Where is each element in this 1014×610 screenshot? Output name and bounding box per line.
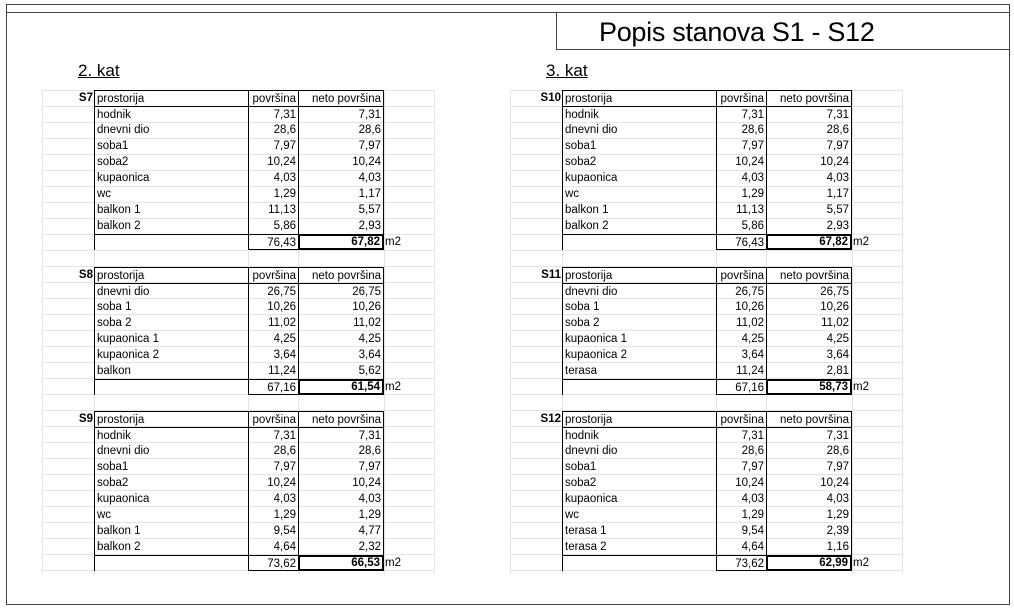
header-area: površina bbox=[248, 90, 298, 106]
room-name: soba1 bbox=[562, 459, 716, 475]
total-area: 67,16 bbox=[716, 379, 766, 395]
room-name: hodnik bbox=[94, 427, 248, 443]
room-area: 9,54 bbox=[248, 523, 298, 539]
table-row bbox=[42, 122, 434, 138]
room-name: terasa bbox=[562, 363, 716, 379]
room-area: 11,24 bbox=[248, 363, 298, 379]
table-header-row bbox=[510, 411, 902, 427]
room-name: kupaonica 1 bbox=[94, 331, 248, 347]
header-area: površina bbox=[248, 267, 298, 283]
room-name: hodnik bbox=[562, 427, 716, 443]
room-name: balkon 1 bbox=[94, 202, 248, 218]
room-area: 4,03 bbox=[248, 491, 298, 507]
total-spacer bbox=[94, 379, 248, 395]
table-row bbox=[510, 283, 902, 299]
room-net-area: 1,29 bbox=[766, 507, 852, 523]
table-row bbox=[510, 347, 902, 363]
header-room: prostorija bbox=[562, 411, 716, 427]
table-row bbox=[42, 283, 434, 299]
room-name: kupaonica bbox=[94, 170, 248, 186]
header-area: površina bbox=[716, 90, 766, 106]
room-area: 7,31 bbox=[248, 106, 298, 122]
room-area: 7,31 bbox=[716, 427, 766, 443]
room-name: kupaonica 2 bbox=[562, 347, 716, 363]
table-row bbox=[510, 186, 902, 202]
room-area: 4,64 bbox=[716, 539, 766, 555]
table-row bbox=[42, 202, 434, 218]
room-net-area: 5,57 bbox=[298, 202, 384, 218]
header-net: neto površina bbox=[298, 90, 384, 106]
page-title: Popis stanova S1 - S12 bbox=[599, 17, 875, 47]
header-room: prostorija bbox=[94, 267, 248, 283]
room-area: 7,97 bbox=[248, 138, 298, 154]
table-row bbox=[42, 459, 434, 475]
table-total-row bbox=[510, 379, 902, 395]
grid-line bbox=[902, 90, 903, 574]
table-total-row bbox=[42, 555, 434, 571]
room-name: hodnik bbox=[94, 106, 248, 122]
room-area: 10,24 bbox=[248, 475, 298, 491]
header-net: neto površina bbox=[298, 411, 384, 427]
room-area: 28,6 bbox=[248, 443, 298, 459]
room-area: 28,6 bbox=[716, 443, 766, 459]
room-area: 5,86 bbox=[716, 218, 766, 234]
total-net-area: 58,73 bbox=[766, 379, 852, 395]
room-net-area: 4,03 bbox=[298, 491, 384, 507]
table-row bbox=[510, 315, 902, 331]
table-row bbox=[510, 363, 902, 379]
table-row bbox=[42, 315, 434, 331]
table-row bbox=[510, 299, 902, 315]
table-row bbox=[42, 475, 434, 491]
room-net-area: 1,17 bbox=[298, 186, 384, 202]
room-name: soba2 bbox=[94, 475, 248, 491]
room-area: 28,6 bbox=[248, 122, 298, 138]
room-area: 11,24 bbox=[716, 363, 766, 379]
room-name: kupaonica bbox=[94, 491, 248, 507]
total-net-area: 67,82 bbox=[766, 234, 852, 250]
table-row bbox=[42, 170, 434, 186]
total-spacer bbox=[94, 234, 248, 250]
room-name: dnevni dio bbox=[562, 122, 716, 138]
room-area: 4,03 bbox=[716, 491, 766, 507]
room-net-area: 10,24 bbox=[298, 475, 384, 491]
table-header-row bbox=[42, 267, 434, 283]
total-spacer bbox=[562, 555, 716, 571]
room-net-area: 3,64 bbox=[766, 347, 852, 363]
total-area: 76,43 bbox=[248, 234, 298, 250]
floor-label-3: 3. kat bbox=[546, 61, 588, 80]
room-net-area: 28,6 bbox=[766, 443, 852, 459]
total-net-area: 67,82 bbox=[298, 234, 384, 250]
room-name: soba 2 bbox=[94, 315, 248, 331]
apartment-id: S12 bbox=[540, 413, 561, 425]
header-area: površina bbox=[716, 267, 766, 283]
room-net-area: 2,32 bbox=[298, 539, 384, 555]
room-net-area: 2,39 bbox=[766, 523, 852, 539]
room-net-area: 4,03 bbox=[766, 491, 852, 507]
room-name: terasa 2 bbox=[562, 539, 716, 555]
room-name: soba2 bbox=[562, 154, 716, 170]
room-area: 7,97 bbox=[248, 459, 298, 475]
table-row bbox=[42, 138, 434, 154]
area-unit: m2 bbox=[853, 557, 869, 569]
table-row bbox=[510, 459, 902, 475]
table-row bbox=[42, 507, 434, 523]
room-net-area: 7,97 bbox=[298, 138, 384, 154]
total-net-area: 61,54 bbox=[298, 379, 384, 395]
room-net-area: 7,31 bbox=[298, 106, 384, 122]
room-net-area: 28,6 bbox=[298, 122, 384, 138]
table-header-row bbox=[42, 90, 434, 106]
room-name: terasa 1 bbox=[562, 523, 716, 539]
header-room: prostorija bbox=[562, 90, 716, 106]
header-room: prostorija bbox=[94, 90, 248, 106]
room-name: dnevni dio bbox=[94, 122, 248, 138]
room-net-area: 7,97 bbox=[298, 459, 384, 475]
room-name: balkon 2 bbox=[562, 218, 716, 234]
table-row bbox=[42, 491, 434, 507]
room-name: balkon 1 bbox=[562, 202, 716, 218]
header-area: površina bbox=[248, 411, 298, 427]
room-name: soba1 bbox=[94, 138, 248, 154]
room-area: 3,64 bbox=[716, 347, 766, 363]
table-total-row bbox=[42, 234, 434, 250]
room-net-area: 11,02 bbox=[766, 315, 852, 331]
room-net-area: 2,81 bbox=[766, 363, 852, 379]
room-name: kupaonica bbox=[562, 491, 716, 507]
room-name: soba 2 bbox=[562, 315, 716, 331]
room-area: 11,02 bbox=[248, 315, 298, 331]
room-area: 1,29 bbox=[716, 186, 766, 202]
room-net-area: 3,64 bbox=[298, 347, 384, 363]
header-room: prostorija bbox=[562, 267, 716, 283]
room-name: soba1 bbox=[94, 459, 248, 475]
room-name: wc bbox=[94, 186, 248, 202]
room-name: balkon bbox=[94, 363, 248, 379]
room-name: wc bbox=[562, 507, 716, 523]
floor-label-2: 2. kat bbox=[78, 61, 120, 80]
table-row bbox=[42, 299, 434, 315]
table-row bbox=[510, 202, 902, 218]
header-area: površina bbox=[716, 411, 766, 427]
grid-line bbox=[42, 250, 434, 251]
room-area: 11,02 bbox=[716, 315, 766, 331]
room-net-area: 7,31 bbox=[298, 427, 384, 443]
room-area: 10,26 bbox=[716, 299, 766, 315]
room-area: 10,26 bbox=[248, 299, 298, 315]
room-area: 4,25 bbox=[716, 331, 766, 347]
table-row bbox=[510, 154, 902, 170]
room-area: 10,24 bbox=[248, 154, 298, 170]
table-row bbox=[510, 170, 902, 186]
room-name: soba2 bbox=[94, 154, 248, 170]
room-area: 26,75 bbox=[716, 283, 766, 299]
apartment-id: S10 bbox=[540, 92, 561, 104]
total-spacer bbox=[94, 555, 248, 571]
room-name: dnevni dio bbox=[94, 443, 248, 459]
room-name: soba 1 bbox=[94, 299, 248, 315]
table-row bbox=[42, 218, 434, 234]
table-row bbox=[510, 491, 902, 507]
table-row bbox=[42, 539, 434, 555]
room-area: 1,29 bbox=[716, 507, 766, 523]
total-spacer bbox=[562, 379, 716, 395]
room-net-area: 2,93 bbox=[766, 218, 852, 234]
table-row bbox=[42, 106, 434, 122]
header-room: prostorija bbox=[94, 411, 248, 427]
room-area: 7,97 bbox=[716, 138, 766, 154]
room-name: soba2 bbox=[562, 475, 716, 491]
table-row bbox=[510, 427, 902, 443]
table-row bbox=[510, 122, 902, 138]
room-net-area: 1,29 bbox=[298, 507, 384, 523]
room-net-area: 11,02 bbox=[298, 315, 384, 331]
room-area: 4,64 bbox=[248, 539, 298, 555]
room-net-area: 4,25 bbox=[298, 331, 384, 347]
room-name: wc bbox=[94, 507, 248, 523]
room-net-area: 10,26 bbox=[766, 299, 852, 315]
table-row bbox=[510, 218, 902, 234]
table-row bbox=[510, 331, 902, 347]
room-net-area: 10,26 bbox=[298, 299, 384, 315]
table-header-row bbox=[510, 267, 902, 283]
room-net-area: 7,97 bbox=[766, 459, 852, 475]
room-area: 7,31 bbox=[716, 106, 766, 122]
title-box bbox=[556, 12, 1010, 50]
room-area: 26,75 bbox=[248, 283, 298, 299]
room-name: soba 1 bbox=[562, 299, 716, 315]
table-row bbox=[42, 443, 434, 459]
room-name: kupaonica 1 bbox=[562, 331, 716, 347]
table-row bbox=[510, 106, 902, 122]
room-name: kupaonica 2 bbox=[94, 347, 248, 363]
area-unit: m2 bbox=[385, 236, 401, 248]
apartment-id: S8 bbox=[78, 269, 93, 281]
room-area: 5,86 bbox=[248, 218, 298, 234]
room-area: 9,54 bbox=[716, 523, 766, 539]
header-net: neto površina bbox=[766, 411, 852, 427]
room-area: 1,29 bbox=[248, 186, 298, 202]
room-net-area: 10,24 bbox=[298, 154, 384, 170]
area-unit: m2 bbox=[385, 557, 401, 569]
room-area: 4,25 bbox=[248, 331, 298, 347]
total-area: 67,16 bbox=[248, 379, 298, 395]
table-row bbox=[42, 186, 434, 202]
room-net-area: 4,03 bbox=[298, 170, 384, 186]
area-unit: m2 bbox=[385, 381, 401, 393]
header-net: neto površina bbox=[766, 267, 852, 283]
room-name: kupaonica bbox=[562, 170, 716, 186]
grid-line bbox=[434, 90, 435, 574]
room-name: dnevni dio bbox=[562, 443, 716, 459]
room-name: balkon 2 bbox=[94, 218, 248, 234]
room-area: 7,97 bbox=[716, 459, 766, 475]
room-net-area: 28,6 bbox=[298, 443, 384, 459]
room-name: balkon 2 bbox=[94, 539, 248, 555]
room-net-area: 26,75 bbox=[298, 283, 384, 299]
room-net-area: 4,77 bbox=[298, 523, 384, 539]
room-net-area: 5,62 bbox=[298, 363, 384, 379]
table-row bbox=[510, 475, 902, 491]
room-name: balkon 1 bbox=[94, 523, 248, 539]
total-area: 73,62 bbox=[716, 555, 766, 571]
table-total-row bbox=[42, 379, 434, 395]
apartment-id: S7 bbox=[78, 92, 93, 104]
room-area: 7,31 bbox=[248, 427, 298, 443]
table-row bbox=[42, 363, 434, 379]
room-area: 3,64 bbox=[248, 347, 298, 363]
room-net-area: 7,31 bbox=[766, 427, 852, 443]
total-net-area: 66,53 bbox=[298, 555, 384, 571]
area-unit: m2 bbox=[853, 381, 869, 393]
room-net-area: 2,93 bbox=[298, 218, 384, 234]
table-row bbox=[42, 331, 434, 347]
table-header-row bbox=[510, 90, 902, 106]
table-total-row bbox=[510, 234, 902, 250]
table-row bbox=[42, 523, 434, 539]
total-net-area: 62,99 bbox=[766, 555, 852, 571]
room-area: 4,03 bbox=[716, 170, 766, 186]
room-name: dnevni dio bbox=[562, 283, 716, 299]
room-name: soba1 bbox=[562, 138, 716, 154]
room-area: 1,29 bbox=[248, 507, 298, 523]
room-name: hodnik bbox=[562, 106, 716, 122]
header-net: neto površina bbox=[298, 267, 384, 283]
table-row bbox=[42, 347, 434, 363]
table-row bbox=[510, 507, 902, 523]
total-area: 76,43 bbox=[716, 234, 766, 250]
room-name: wc bbox=[562, 186, 716, 202]
table-row bbox=[510, 539, 902, 555]
room-net-area: 1,16 bbox=[766, 539, 852, 555]
room-area: 10,24 bbox=[716, 475, 766, 491]
room-area: 10,24 bbox=[716, 154, 766, 170]
table-total-row bbox=[510, 555, 902, 571]
room-net-area: 1,17 bbox=[766, 186, 852, 202]
room-area: 11,13 bbox=[248, 202, 298, 218]
table-header-row bbox=[42, 411, 434, 427]
room-net-area: 7,97 bbox=[766, 138, 852, 154]
room-area: 4,03 bbox=[248, 170, 298, 186]
table-row bbox=[510, 138, 902, 154]
room-net-area: 7,31 bbox=[766, 106, 852, 122]
table-row bbox=[42, 154, 434, 170]
apartment-id: S9 bbox=[78, 413, 93, 425]
total-spacer bbox=[562, 234, 716, 250]
table-row bbox=[510, 443, 902, 459]
header-net: neto površina bbox=[766, 90, 852, 106]
total-area: 73,62 bbox=[248, 555, 298, 571]
apartment-id: S11 bbox=[541, 269, 561, 281]
room-net-area: 4,03 bbox=[766, 170, 852, 186]
room-name: dnevni dio bbox=[94, 283, 248, 299]
room-net-area: 10,24 bbox=[766, 475, 852, 491]
table-row bbox=[510, 523, 902, 539]
room-net-area: 10,24 bbox=[766, 154, 852, 170]
table-row bbox=[42, 427, 434, 443]
room-net-area: 28,6 bbox=[766, 122, 852, 138]
room-area: 11,13 bbox=[716, 202, 766, 218]
room-net-area: 26,75 bbox=[766, 283, 852, 299]
room-net-area: 4,25 bbox=[766, 331, 852, 347]
grid-line bbox=[510, 250, 902, 251]
room-net-area: 5,57 bbox=[766, 202, 852, 218]
area-unit: m2 bbox=[853, 236, 869, 248]
room-area: 28,6 bbox=[716, 122, 766, 138]
